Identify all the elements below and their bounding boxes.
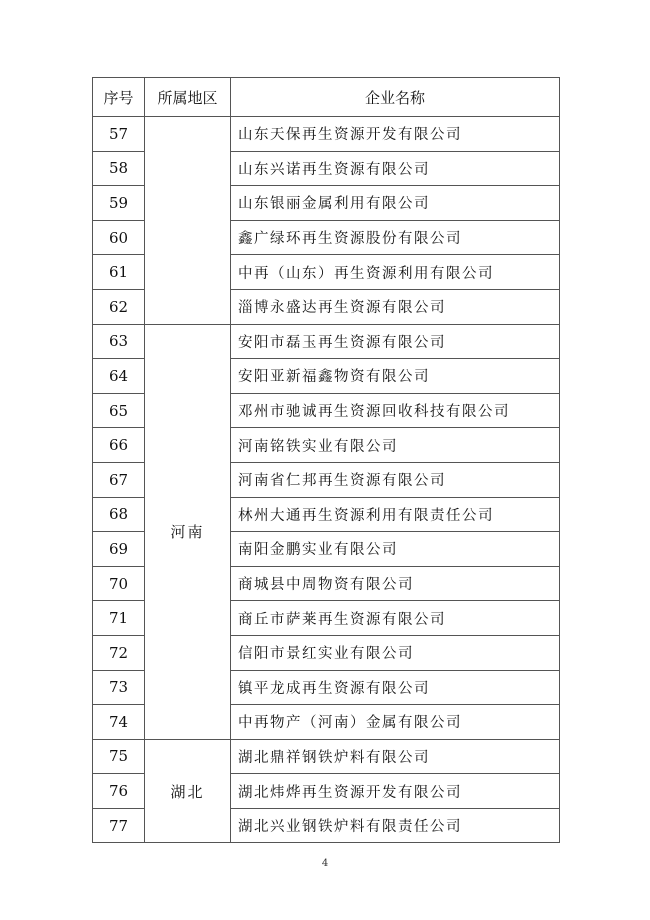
row-company: 安阳市磊玉再生资源有限公司 — [231, 324, 560, 359]
table-row — [93, 324, 560, 359]
row-seq: 70 — [93, 566, 145, 601]
header-seq: 序号 — [93, 78, 145, 117]
row-company: 河南省仁邦再生资源有限公司 — [231, 462, 560, 497]
row-seq: 69 — [93, 532, 145, 567]
row-seq: 59 — [93, 186, 145, 221]
row-company: 湖北兴业钢铁炉料有限责任公司 — [231, 808, 560, 843]
header-region: 所属地区 — [145, 78, 231, 117]
row-company: 中再（山东）再生资源利用有限公司 — [231, 255, 560, 290]
row-company: 中再物产（河南）金属有限公司 — [231, 705, 560, 740]
row-company: 商丘市萨莱再生资源有限公司 — [231, 601, 560, 636]
row-seq: 58 — [93, 151, 145, 186]
row-company: 山东天保再生资源开发有限公司 — [231, 117, 560, 152]
row-seq: 75 — [93, 739, 145, 774]
row-region — [145, 117, 231, 325]
row-company: 山东兴诺再生资源有限公司 — [231, 151, 560, 186]
row-company: 湖北鼎祥钢铁炉料有限公司 — [231, 739, 560, 774]
row-company: 林州大通再生资源利用有限责任公司 — [231, 497, 560, 532]
row-seq: 68 — [93, 497, 145, 532]
row-region: 湖北 — [145, 739, 231, 843]
row-seq: 74 — [93, 705, 145, 740]
row-company: 河南铭铁实业有限公司 — [231, 428, 560, 463]
row-seq: 66 — [93, 428, 145, 463]
row-seq: 60 — [93, 220, 145, 255]
row-company: 山东银丽金属利用有限公司 — [231, 186, 560, 221]
row-seq: 76 — [93, 774, 145, 809]
row-company: 镇平龙成再生资源有限公司 — [231, 670, 560, 705]
row-seq: 65 — [93, 393, 145, 428]
row-seq: 64 — [93, 359, 145, 394]
row-company: 鑫广绿环再生资源股份有限公司 — [231, 220, 560, 255]
row-seq: 71 — [93, 601, 145, 636]
row-company: 信阳市景红实业有限公司 — [231, 635, 560, 670]
row-company: 湖北炜烨再生资源开发有限公司 — [231, 774, 560, 809]
row-seq: 63 — [93, 324, 145, 359]
row-company: 安阳亚新福鑫物资有限公司 — [231, 359, 560, 394]
company-table — [92, 77, 560, 843]
row-seq: 77 — [93, 808, 145, 843]
row-seq: 62 — [93, 289, 145, 324]
table-body — [93, 117, 560, 843]
row-seq: 61 — [93, 255, 145, 290]
row-company: 淄博永盛达再生资源有限公司 — [231, 289, 560, 324]
header-company: 企业名称 — [231, 78, 560, 117]
row-seq: 67 — [93, 462, 145, 497]
row-seq: 57 — [93, 117, 145, 152]
row-company: 南阳金鹏实业有限公司 — [231, 532, 560, 567]
table-header-row — [93, 78, 560, 117]
row-seq: 73 — [93, 670, 145, 705]
table-row — [93, 739, 560, 774]
page-number: 4 — [321, 858, 329, 869]
row-region: 河南 — [145, 324, 231, 739]
row-company: 邓州市驰诚再生资源回收科技有限公司 — [231, 393, 560, 428]
table-row — [93, 117, 560, 152]
row-seq: 72 — [93, 635, 145, 670]
row-company: 商城县中周物资有限公司 — [231, 566, 560, 601]
